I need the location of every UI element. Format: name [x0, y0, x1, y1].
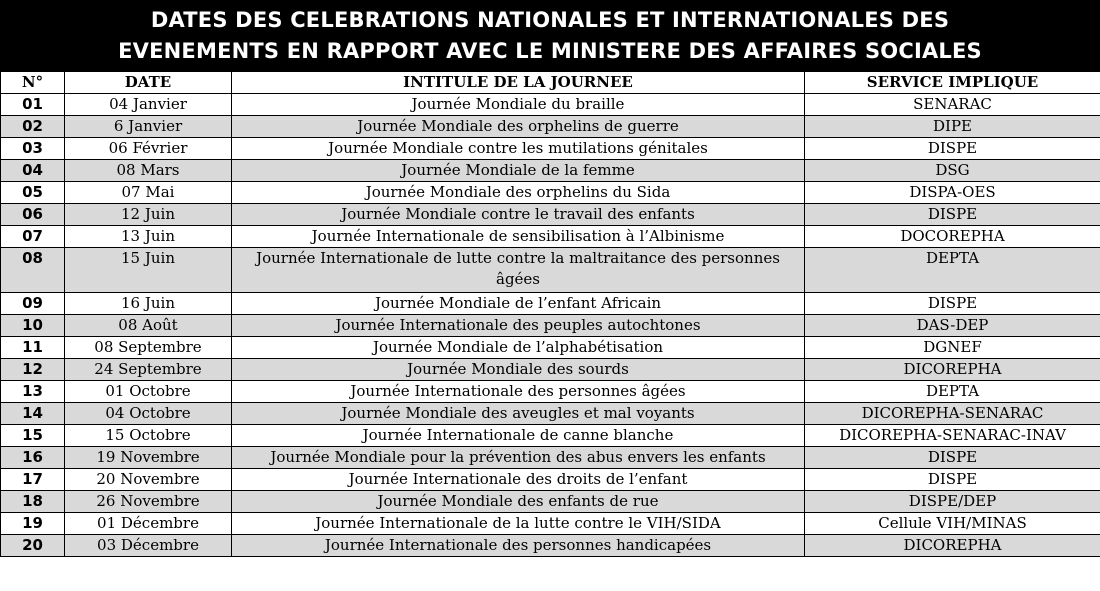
cell-title: Journée Mondiale des aveugles et mal voyants: [232, 403, 805, 425]
table-row: [1, 535, 1100, 557]
cell-service: DISPE: [805, 204, 1100, 226]
cell-num: 11: [1, 337, 65, 359]
cell-num: 14: [1, 403, 65, 425]
cell-service: DEPTA: [805, 381, 1100, 403]
table-row: [1, 293, 1100, 315]
cell-title: Journée Mondiale des orphelins du Sida: [232, 182, 805, 204]
celebrations-table: [0, 71, 1100, 557]
cell-service: DICOREPHA-SENARAC-INAV: [805, 425, 1100, 447]
cell-num: 12: [1, 359, 65, 381]
cell-date: 13 Juin: [65, 226, 232, 248]
cell-date: 01 Décembre: [65, 513, 232, 535]
cell-service: DISPE: [805, 447, 1100, 469]
title-line-1: DATES DES CELEBRATIONS NATIONALES ET INTERNATIONALES DES: [150, 8, 950, 32]
cell-date: 20 Novembre: [65, 469, 232, 491]
cell-service: DISPE/DEP: [805, 491, 1100, 513]
cell-service: DAS-DEP: [805, 315, 1100, 337]
cell-service: SENARAC: [805, 94, 1100, 116]
cell-date: 12 Juin: [65, 204, 232, 226]
header-title: INTITULE DE LA JOURNEE: [232, 72, 805, 94]
cell-title: Journée Mondiale de la femme: [232, 160, 805, 182]
cell-title: Journée Internationale des droits de l’enfant: [232, 469, 805, 491]
cell-date: 15 Octobre: [65, 425, 232, 447]
cell-service: DEPTA: [805, 248, 1100, 293]
table-row: [1, 513, 1100, 535]
cell-date: 04 Janvier: [65, 94, 232, 116]
header-num: N°: [1, 72, 65, 94]
cell-service: DISPA-OES: [805, 182, 1100, 204]
table-row: [1, 425, 1100, 447]
cell-title: Journée Mondiale de l’enfant Africain: [232, 293, 805, 315]
cell-date: 03 Décembre: [65, 535, 232, 557]
cell-title: Journée Internationale des personnes handicapées: [232, 535, 805, 557]
cell-service: DSG: [805, 160, 1100, 182]
cell-service: DISPE: [805, 138, 1100, 160]
header-service: SERVICE IMPLIQUE: [805, 72, 1100, 94]
table-row: [1, 182, 1100, 204]
table-row: [1, 94, 1100, 116]
cell-num: 04: [1, 160, 65, 182]
table-header-row: [1, 72, 1100, 94]
cell-num: 08: [1, 248, 65, 293]
table-row: [1, 381, 1100, 403]
table-row: [1, 469, 1100, 491]
cell-num: 02: [1, 116, 65, 138]
cell-service: DIPE: [805, 116, 1100, 138]
cell-service: DISPE: [805, 293, 1100, 315]
cell-date: 08 Mars: [65, 160, 232, 182]
cell-title: Journée Internationale de lutte contre la maltraitance des personnes âgées: [232, 248, 805, 293]
table-row: [1, 138, 1100, 160]
cell-title: Journée Internationale de la lutte contre le VIH/SIDA: [232, 513, 805, 535]
cell-title: Journée Mondiale des sourds: [232, 359, 805, 381]
cell-title: Journée Mondiale des orphelins de guerre: [232, 116, 805, 138]
cell-date: 19 Novembre: [65, 447, 232, 469]
cell-date: 07 Mai: [65, 182, 232, 204]
table-row: [1, 491, 1100, 513]
table-row: [1, 160, 1100, 182]
table-row: [1, 403, 1100, 425]
cell-date: 01 Octobre: [65, 381, 232, 403]
cell-num: 05: [1, 182, 65, 204]
cell-service: DICOREPHA: [805, 535, 1100, 557]
cell-date: 04 Octobre: [65, 403, 232, 425]
cell-num: 18: [1, 491, 65, 513]
table-row: [1, 315, 1100, 337]
table-body: [1, 94, 1100, 557]
cell-date: 06 Février: [65, 138, 232, 160]
cell-num: 20: [1, 535, 65, 557]
cell-service: DOCOREPHA: [805, 226, 1100, 248]
cell-title: Journée Internationale des peuples autochtones: [232, 315, 805, 337]
cell-service: DICOREPHA-SENARAC: [805, 403, 1100, 425]
table-row: [1, 337, 1100, 359]
cell-num: 13: [1, 381, 65, 403]
cell-num: 15: [1, 425, 65, 447]
cell-date: 15 Juin: [65, 248, 232, 293]
cell-num: 10: [1, 315, 65, 337]
cell-num: 01: [1, 94, 65, 116]
cell-title: Journée Mondiale contre les mutilations génitales: [232, 138, 805, 160]
cell-date: 08 Août: [65, 315, 232, 337]
cell-num: 03: [1, 138, 65, 160]
cell-num: 19: [1, 513, 65, 535]
cell-service: DGNEF: [805, 337, 1100, 359]
table-row: [1, 116, 1100, 138]
cell-date: 16 Juin: [65, 293, 232, 315]
cell-num: 06: [1, 204, 65, 226]
cell-service: Cellule VIH/MINAS: [805, 513, 1100, 535]
cell-num: 17: [1, 469, 65, 491]
cell-num: 09: [1, 293, 65, 315]
cell-date: 08 Septembre: [65, 337, 232, 359]
table-row: [1, 359, 1100, 381]
cell-title: Journée Internationale des personnes âgées: [232, 381, 805, 403]
table-row: [1, 447, 1100, 469]
table-row: [1, 248, 1100, 293]
cell-title: Journée Internationale de canne blanche: [232, 425, 805, 447]
cell-service: DISPE: [805, 469, 1100, 491]
title-line-2: EVENEMENTS EN RAPPORT AVEC LE MINISTERE DES AFFAIRES SOCIALES: [118, 39, 982, 63]
cell-title: Journée Internationale de sensibilisation à l’Albinisme: [232, 226, 805, 248]
cell-title: Journée Mondiale de l’alphabétisation: [232, 337, 805, 359]
cell-title: Journée Mondiale des enfants de rue: [232, 491, 805, 513]
cell-date: 26 Novembre: [65, 491, 232, 513]
title-banner: [0, 0, 1100, 71]
cell-title: Journée Mondiale du braille: [232, 94, 805, 116]
cell-date: 24 Septembre: [65, 359, 232, 381]
cell-num: 07: [1, 226, 65, 248]
table-row: [1, 204, 1100, 226]
cell-num: 16: [1, 447, 65, 469]
header-date: DATE: [65, 72, 232, 94]
cell-service: DICOREPHA: [805, 359, 1100, 381]
cell-date: 6 Janvier: [65, 116, 232, 138]
cell-title: Journée Mondiale pour la prévention des abus envers les enfants: [232, 447, 805, 469]
cell-title: Journée Mondiale contre le travail des enfants: [232, 204, 805, 226]
table-row: [1, 226, 1100, 248]
